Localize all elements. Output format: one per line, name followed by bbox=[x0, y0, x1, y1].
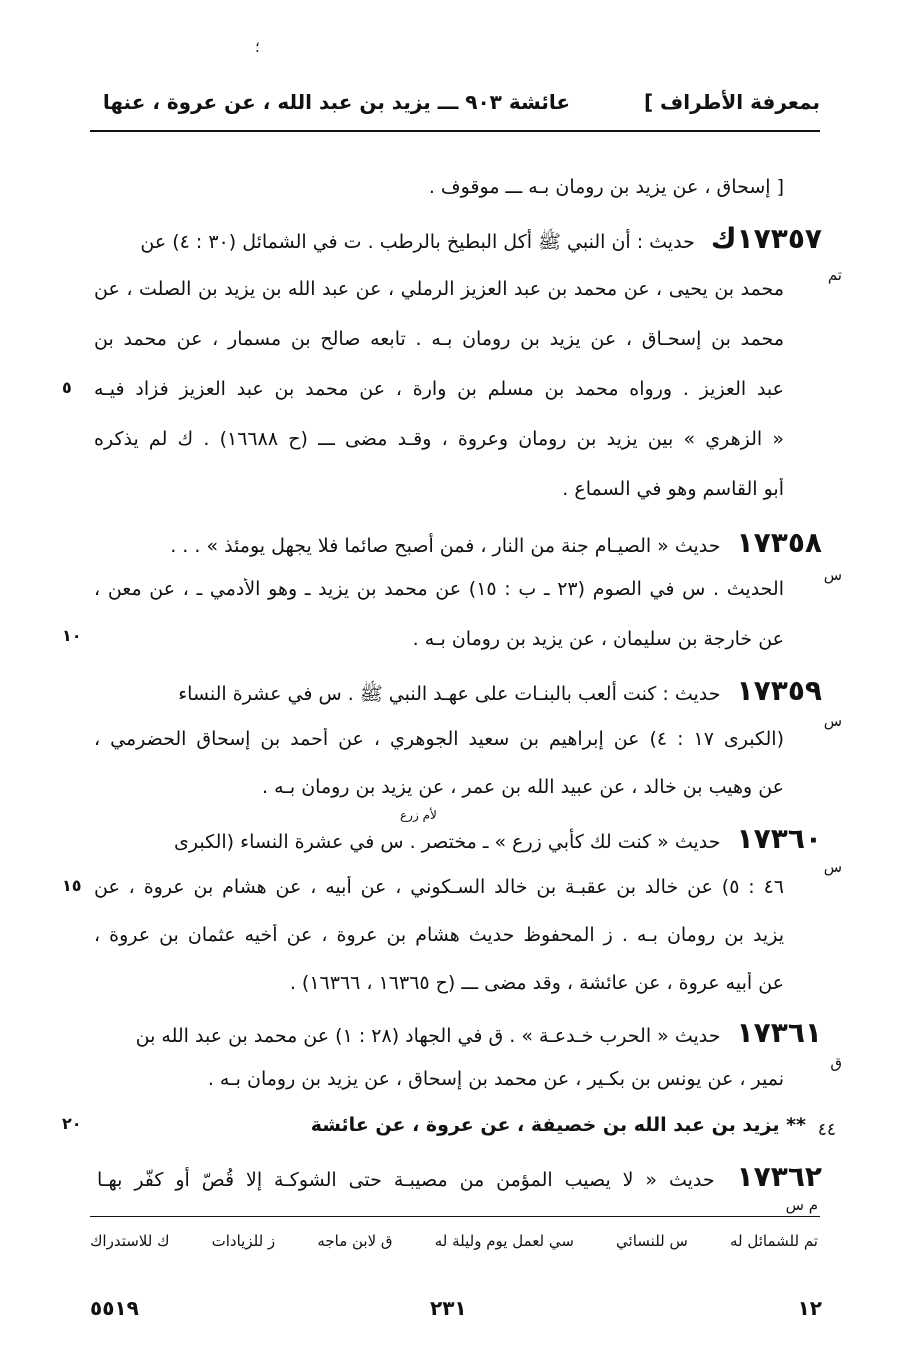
text-line: الحديث . س في الصوم (٢٣ ـ ب : ١٥) عن محمد بن يزيد ـ وهو الأدمي ـ ، عن معن ، bbox=[94, 578, 784, 600]
hadith-number: ١٧٣٥٧ك bbox=[710, 222, 822, 255]
text-line: عبد العزيز . ورواه محمد بن مسلم بن وارة ، عن محمد بن عبد العزيز فزاد فيـه bbox=[94, 378, 784, 400]
text-line: يزيد بن رومان بـه . ز المحفوظ حديث هشام بن عروة ، عن أخيه عثمان بن عروة ، bbox=[94, 924, 784, 946]
header-book-title: بمعرفة الأطراف ] bbox=[643, 90, 820, 114]
section-heading: ** يزيد بن عبد الله بن خصيفة ، عن عروة ، عن عائشة bbox=[310, 1114, 806, 1136]
text-line: (الكبرى ١٧ : ٤) عن إبراهيم بن سعيد الجوهري ، عن أحمد بن إسحاق الحضرمي ، bbox=[94, 728, 784, 750]
text-line: [ إسحاق ، عن يزيد بن رومان بـه ـــ موقوف . bbox=[428, 176, 784, 198]
text-line: ٤٦ : ٥) عن خالد بن عقبـة بن خالد السـكوني ، عن أبيه ، عن هشام بن عروة ، عن bbox=[94, 876, 784, 898]
stray-mark: ؛ bbox=[255, 38, 260, 56]
header-rule bbox=[90, 130, 820, 132]
footnote-rule bbox=[90, 1216, 820, 1217]
margin-line-number: ١٥ bbox=[62, 876, 82, 895]
margin-line-number: ٥ bbox=[62, 378, 72, 397]
abbrev-q: ق لابن ماجه bbox=[317, 1232, 393, 1250]
hadith-17360-line-1: ١٧٣٦٠ حديث « كنت لك كأبي زرع » ـ مختصر . س في عشرة النساء (الكبرى bbox=[174, 822, 822, 855]
hadith-17359-line-1: ١٧٣٥٩ حديث : كنت ألعب بالبنـات على عهـد النبي ﷺ . س في عشرة النساء bbox=[178, 674, 822, 707]
section-number: ٤٤ bbox=[817, 1120, 836, 1140]
hadith-number: ١٧٣٦١ bbox=[736, 1016, 822, 1049]
source-mark: س bbox=[823, 712, 842, 730]
text-line: « الزهري » بين يزيد بن رومان وعروة ، وقـد مضى ـــ (ح ١٦٦٨٨) . ك لم يذكره bbox=[94, 428, 784, 450]
text-line: عن خارجة بن سليمان ، عن يزيد بن رومان بـه . bbox=[412, 628, 784, 650]
abbrev-tm: تم للشمائل له bbox=[729, 1232, 818, 1250]
hadith-number: ١٧٣٦٠ bbox=[736, 822, 822, 855]
source-mark: س bbox=[823, 858, 842, 876]
abbrev-z: ز للزيادات bbox=[211, 1232, 276, 1250]
source-mark: س bbox=[823, 566, 842, 584]
footer-serial: ٥٥١٩ bbox=[90, 1296, 139, 1320]
page-number: ٢٣١ bbox=[430, 1296, 467, 1320]
abbrev-k: ك للاستدراك bbox=[90, 1232, 170, 1250]
running-header bbox=[90, 84, 820, 124]
abbrev-sy: سي لعمل يوم وليلة له bbox=[434, 1232, 574, 1250]
text-line: محمد بن يحيى ، عن محمد بن عبد العزيز الرملي ، عن عبد الله بن يزيد بن الصلت ، عن bbox=[94, 278, 784, 300]
text-line: نمير ، عن يونس بن بكـير ، عن محمد بن إسحاق ، عن يزيد بن رومان بـه . bbox=[207, 1068, 784, 1090]
abbreviation-key bbox=[90, 1232, 818, 1250]
source-mark: ق bbox=[830, 1054, 842, 1072]
hadith-17358-line-1: ١٧٣٥٨ حديث « الصيـام جنة من النار ، فمن أصبح صائما فلا يجهل يومئذ » . . . bbox=[170, 526, 822, 559]
abbrev-s: س للنسائي bbox=[616, 1232, 688, 1250]
text-line: عن وهيب بن خالد ، عن عبيد الله بن عمر ، عن يزيد بن رومان بـه . bbox=[262, 776, 784, 798]
header-chain-title: عائشة ٩٠٣ ـــ يزيد بن عبد الله ، عن عروة ، عنها bbox=[102, 90, 570, 114]
hadith-17357-line-1: ١٧٣٥٧ك حديث : أن النبي ﷺ أكل البطيخ بالرطب . ت في الشمائل (٣٠ : ٤) عن bbox=[140, 222, 822, 255]
hadith-17361-line-1: ١٧٣٦١ حديث « الحرب خـدعـة » . ق في الجهاد (٢٨ : ١) عن محمد بن عبد الله بن bbox=[135, 1016, 822, 1049]
margin-line-number: ١٠ bbox=[62, 626, 82, 645]
hadith-number: ١٧٣٥٨ bbox=[736, 526, 822, 559]
source-mark: تم bbox=[827, 266, 842, 284]
marginal-correction: لأم زرع bbox=[400, 808, 437, 822]
text-line: محمد بن إسحـاق ، عن يزيد بن رومان بـه . تابعه صالح بن مسمار ، عن محمد بن bbox=[94, 328, 784, 350]
hadith-number: ١٧٣٥٩ bbox=[736, 674, 822, 707]
text-line: عن أبيه عروة ، عن عائشة ، وقد مضى ـــ (ح ١٦٣٦٥ ، ١٦٣٦٦) . bbox=[289, 972, 784, 994]
margin-line-number: ٢٠ bbox=[62, 1114, 82, 1133]
volume-number: ١٢ bbox=[797, 1296, 822, 1320]
source-mark: م س bbox=[785, 1196, 818, 1214]
text-line: أبو القاسم وهو في السماع . bbox=[562, 478, 784, 500]
hadith-17362-line-1: ١٧٣٦٢ حديث « لا يصيب المؤمن من مصيبـة حتى الشوكـة إلا قُصّ أو كفّر بهـا bbox=[97, 1160, 822, 1193]
hadith-number: ١٧٣٦٢ bbox=[736, 1160, 822, 1193]
